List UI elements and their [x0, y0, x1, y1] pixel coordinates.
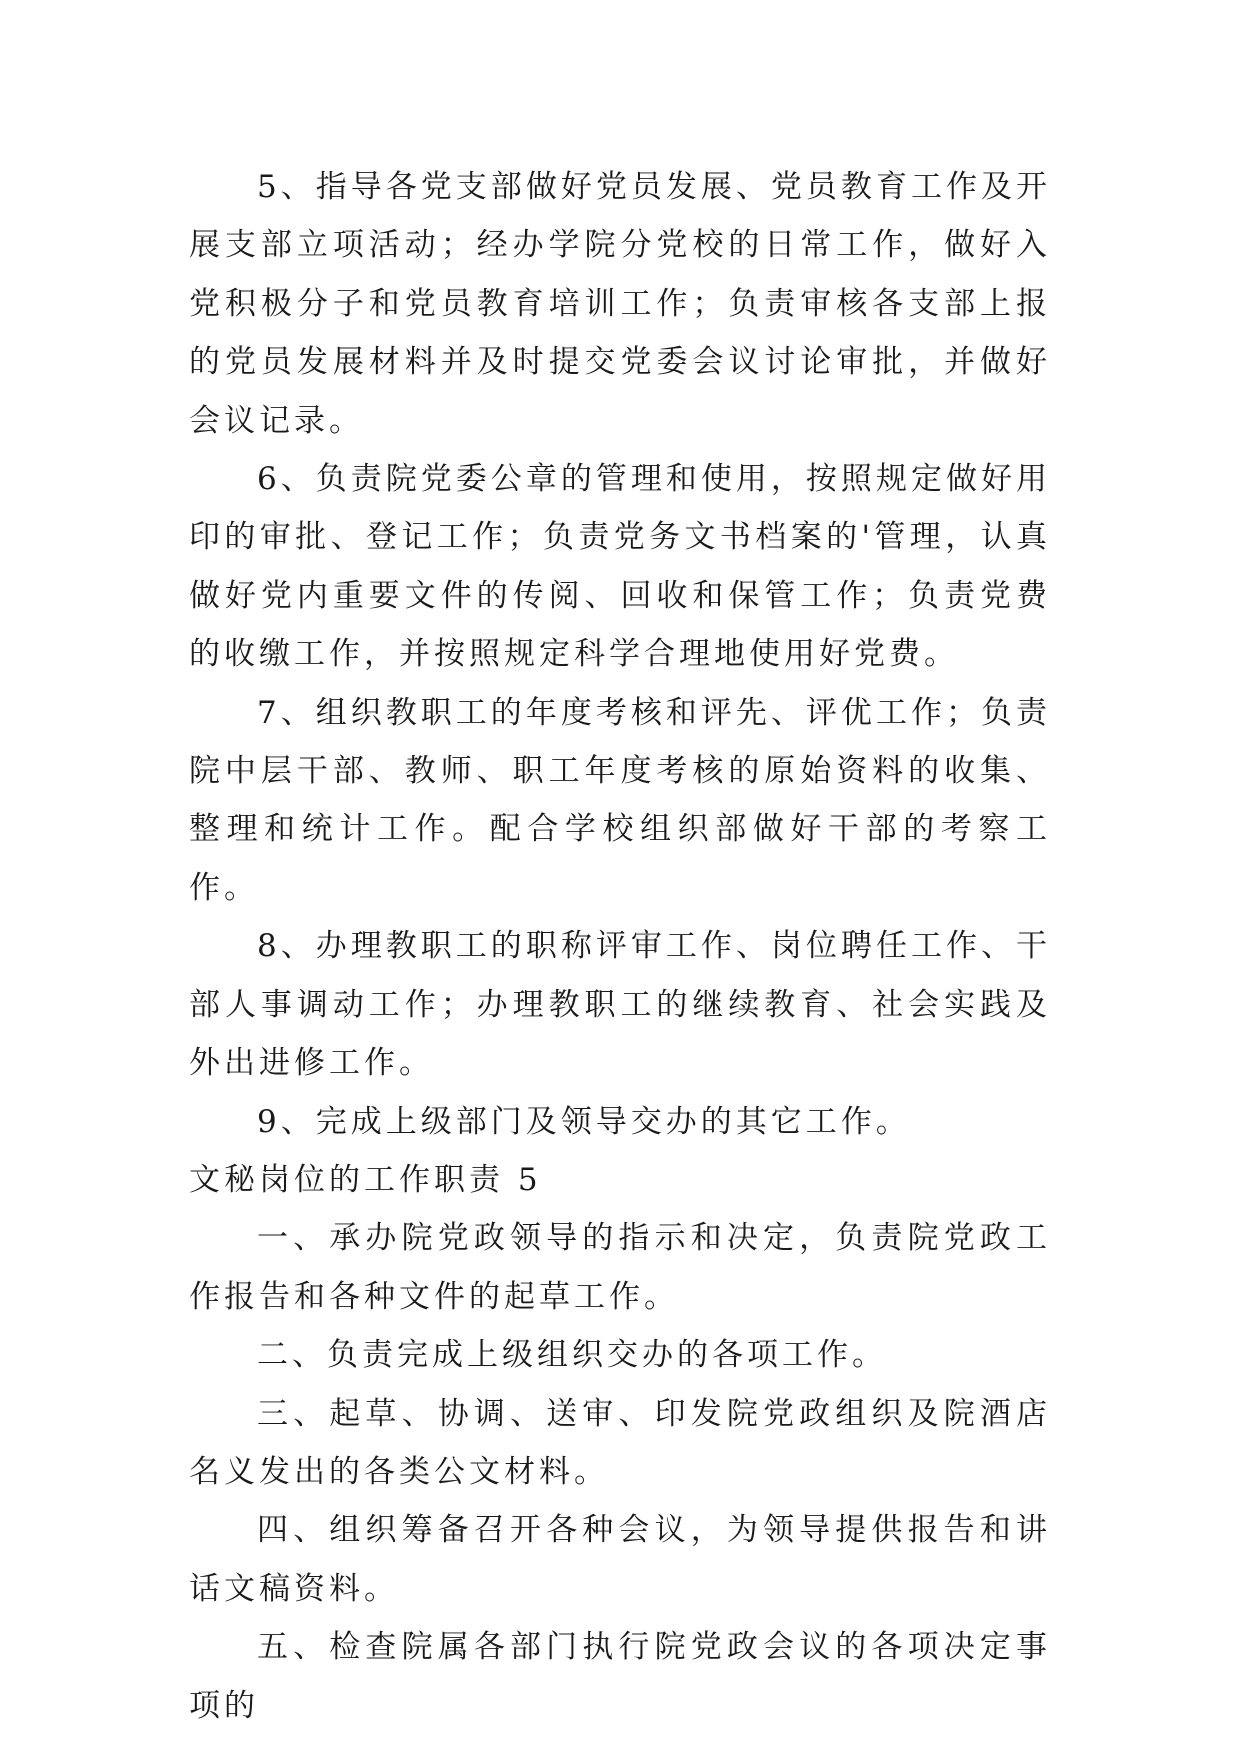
- paragraph-item-5: 5、指导各党支部做好党员发展、党员教育工作及开展支部立项活动；经办学院分党校的日常工作，做好入党积极分子和党员教育培训工作；负责审核各支部上报的党员发展材料并及时提交党委会议讨论审批，并做好会议记录。: [189, 169, 1051, 439]
- section-heading: 文秘岗位的工作职责 5: [189, 1161, 542, 1198]
- document-body: [189, 158, 1051, 1735]
- paragraph-item-8: 8、办理教职工的职称评审工作、岗位聘任工作、干部人事调动工作；办理教职工的继续教育、社会实践及外出进修工作。: [189, 928, 1051, 1082]
- paragraph-item-7: 7、组织教职工的年度考核和评先、评优工作；负责院中层干部、教师、职工年度考核的原始资料的收集、整理和统计工作。配合学校组织部做好干部的考察工作。: [189, 694, 1051, 906]
- paragraph-item-6: 6、负责院党委公章的管理和使用，按照规定做好用印的审批、登记工作；负责党务文书档案的'管理，认真做好党内重要文件的传阅、回收和保管工作；负责党费的收缴工作，并按照规定科学合理地使用好党费。: [189, 461, 1051, 673]
- paragraph-item-9: 9、完成上级部门及领导交办的其它工作。: [257, 1103, 911, 1140]
- paragraph-duty-5: 五、检查院属各部门执行院党政会议的各项决定事项的: [189, 1629, 1051, 1724]
- paragraph-duty-2: 二、负责完成上级组织交办的各项工作。: [257, 1337, 887, 1374]
- paragraph-duty-4: 四、组织筹备召开各种会议，为领导提供报告和讲话文稿资料。: [189, 1512, 1051, 1607]
- paragraph-duty-3: 三、起草、协调、送审、印发院党政组织及院酒店名义发出的各类公文材料。: [189, 1395, 1051, 1490]
- paragraph-duty-1: 一、承办院党政领导的指示和决定，负责院党政工作报告和各种文件的起草工作。: [189, 1220, 1051, 1315]
